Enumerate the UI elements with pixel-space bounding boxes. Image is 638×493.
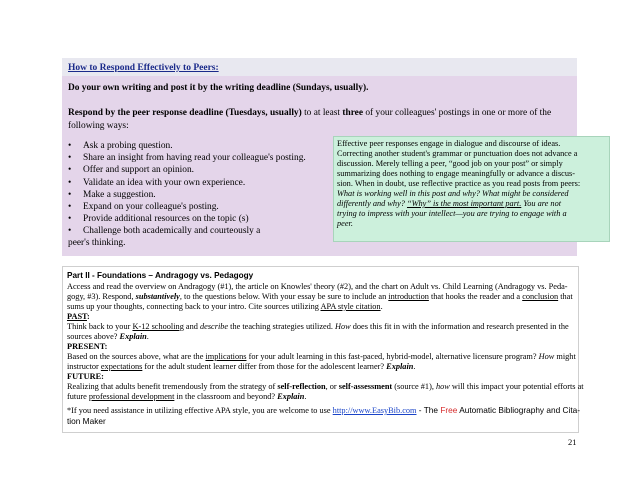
- peer-deadline-text: Respond by the peer response deadline (Tuesdays, usually): [68, 108, 302, 118]
- part2-line: sums up your thoughts, connecting back to your intro. Cite sources utilizing APA style citation.: [67, 302, 383, 311]
- peer-response-instruction-cont: following ways:: [68, 121, 129, 131]
- list-item: • Offer and support an opinion.: [68, 165, 195, 176]
- bullet-icon: •: [68, 177, 72, 188]
- section-heading: How to Respond Effectively to Peers:: [68, 63, 219, 73]
- part2-line: Realizing that adults benefit tremendously from the strategy of self-reflection, or self-assessment (source #1), how will this impact your potential efforts at: [67, 382, 584, 391]
- response-ways-list: [68, 140, 306, 238]
- part2-line: sources above? Explain.: [67, 332, 149, 341]
- own-writing-instruction: Do your own writing and post it by the writing deadline (Sundays, usually).: [68, 83, 369, 93]
- list-item: • Ask a probing question.: [68, 141, 173, 151]
- bullet-icon: •: [68, 153, 72, 164]
- page-number: 21: [568, 437, 577, 447]
- peer-response-instruction: [68, 108, 551, 120]
- note-line: peer.: [337, 219, 353, 228]
- bullet-icon: •: [68, 202, 72, 213]
- part2-line: future professional development in the classroom and beyond? Explain.: [67, 392, 307, 401]
- bullet-icon: •: [68, 141, 72, 151]
- part2-line: instructor expectations for the adult student learner differ from those for the adolescent learner? Explain.: [67, 362, 416, 371]
- apa-note-cont: tion Maker: [67, 416, 106, 426]
- peer-three-text: three: [342, 108, 364, 118]
- note-line: sion. When in doubt, use reflective practice as you read posts from peers:: [337, 179, 581, 188]
- list-item: • Validate an idea with your own experience.: [68, 177, 246, 188]
- part2-line: Think back to your K-12 schooling and describe the teaching strategies utilized. How does this fit in with the information and research presented in the: [67, 322, 569, 331]
- peer-mid-text: to at least: [301, 108, 343, 118]
- present-label: PRESENT:: [67, 342, 108, 351]
- apa-note: *If you need assistance in utilizing effective APA style, you are welcome to use http://www.EasyBib.com - The Free Automatic Bibliography and Cita-: [67, 405, 581, 415]
- note-line: Effective peer responses engage in dialogue and discourse of ideas.: [337, 139, 561, 148]
- bullet-icon: •: [68, 226, 72, 237]
- bullet-icon: •: [68, 189, 72, 200]
- bullet-icon: •: [68, 165, 72, 176]
- note-line: Correcting another student's grammar or punctuation does not advance a: [337, 149, 578, 158]
- part2-line: gogy, #3). Respond, substantively, to the questions below. With your essay be sure to include an introduction that hooks the reader and a conclusion that: [67, 292, 573, 301]
- list-item: • Challenge both academically and courteously a: [68, 226, 261, 237]
- future-label: FUTURE:: [67, 372, 104, 381]
- list-item: • Make a suggestion.: [68, 189, 156, 200]
- part2-title: Part II - Foundations – Andragogy vs. Pedagogy: [67, 271, 254, 280]
- note-emphasis: “Why” is the most important part.: [406, 199, 522, 208]
- note-line: trying to impress with your intellect—you are trying to engage with a: [337, 209, 567, 218]
- note-line: discussion. Merely telling a peer, “good job on your post” or simply: [337, 159, 563, 168]
- list-item: • Share an insight from having read your colleague's posting.: [68, 153, 306, 164]
- note-line: differently and why? “Why” is the most important part. You are not: [337, 199, 562, 208]
- part2-line: Access and read the overview on Andragogy (#1), the article on Knowles' theory (#2), and the chart on Adult vs. Child Learning (Andragogy vs. Peda-: [67, 282, 568, 291]
- past-label: PAST:: [67, 312, 90, 321]
- bullet-icon: •: [68, 214, 72, 225]
- easybib-link[interactable]: http://www.EasyBib.com: [332, 406, 417, 415]
- note-line: summarizing does nothing to engage meaningfully or advance a discus-: [337, 169, 576, 178]
- list-item: • Provide additional resources on the topic (s): [68, 214, 249, 225]
- bullet-continuation: peer's thinking.: [68, 238, 126, 248]
- note-line: What is working well in this post and why? What might be considered: [337, 189, 569, 198]
- peer-end-text: of your colleagues' postings in one or more of the: [363, 108, 552, 118]
- list-item: • Expand on your colleague's posting.: [68, 202, 219, 213]
- part2-line: Based on the sources above, what are the implications for your adult learning in this fast-paced, hybrid-model, alternative licensure program? How might: [67, 352, 576, 361]
